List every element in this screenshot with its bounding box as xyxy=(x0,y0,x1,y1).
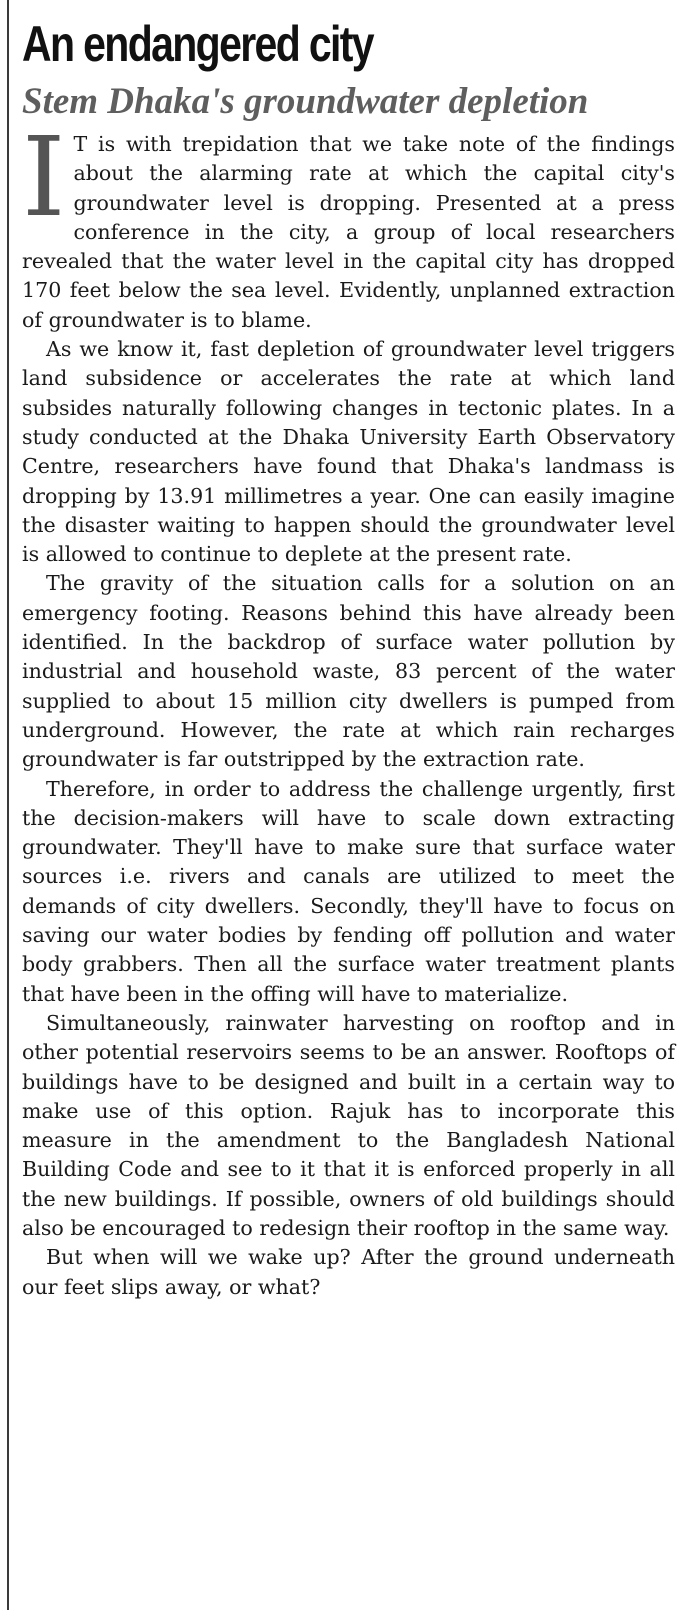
paragraph-4: Therefore, in order to address the challenge urgently, first the decision-makers will have to scale down extracting groundwater. They'll have to make sure that surface water sources i.e. rivers and canals are utilized to meet the demands of city dwellers. Secondly, they'll have to focus on saving our water bodies by fending off pollution and water body grabbers. Then all the surface water treatment plants that have been in the offing will have to materialize. xyxy=(22,776,675,1006)
paragraph-5: Simultaneously, rainwater harvesting on rooftop and in other potential reservoirs seems to be an answer. Rooftops of buildings have to be designed and built in a certain way to make use of this option. Rajuk has to incorporate this measure in the amendment to the Bangladesh National Building Code and see to it that it is enforced properly in all the new buildings. If possible, owners of old buildings should also be encouraged to redesign their rooftop in the same way. xyxy=(22,1010,675,1240)
paragraph-2: As we know it, fast depletion of groundwater level triggers land subsidence or accelerates the rate at which land subsides naturally following changes in tectonic plates. In a study conducted at the Dhaka University Earth Observatory Centre, researchers have found that Dhaka's landmass is dropping by 13.91 millimetres a year. One can easily imagine the disaster waiting to happen should the groundwater level is allowed to continue to deplete at the present rate. xyxy=(22,337,675,567)
paragraph-1 xyxy=(22,113,675,335)
drop-cap: I xyxy=(22,113,66,241)
column-rule xyxy=(7,0,9,1610)
headline: An endangered city xyxy=(22,16,373,72)
paragraph-6: But when will we wake up? After the ground underneath our feet slips away, or what? xyxy=(22,1245,675,1299)
article-body xyxy=(22,113,675,1302)
paragraph-3: The gravity of the situation calls for a solution on an emergency footing. Reasons behind this have already been identified. In the backdrop of surface water pollution by industrial and household waste, 83 percent of the water supplied to about 15 million city dwellers is pumped from underground. However, the rate at which rain recharges groundwater is far outstripped by the extraction rate. xyxy=(22,571,675,772)
subheadline: Stem Dhaka's groundwater depletion xyxy=(22,81,589,122)
paragraph-1-text: T is with trepidation that we take note of the findings about the alarming rate at which the capital city's groundwater level is dropping. Presented at a press conference in the city, a group of local researchers revealed that the water level in the capital city has dropped 170 feet below the sea level. Evidently, unplanned extraction of groundwater is to blame. xyxy=(22,132,675,332)
